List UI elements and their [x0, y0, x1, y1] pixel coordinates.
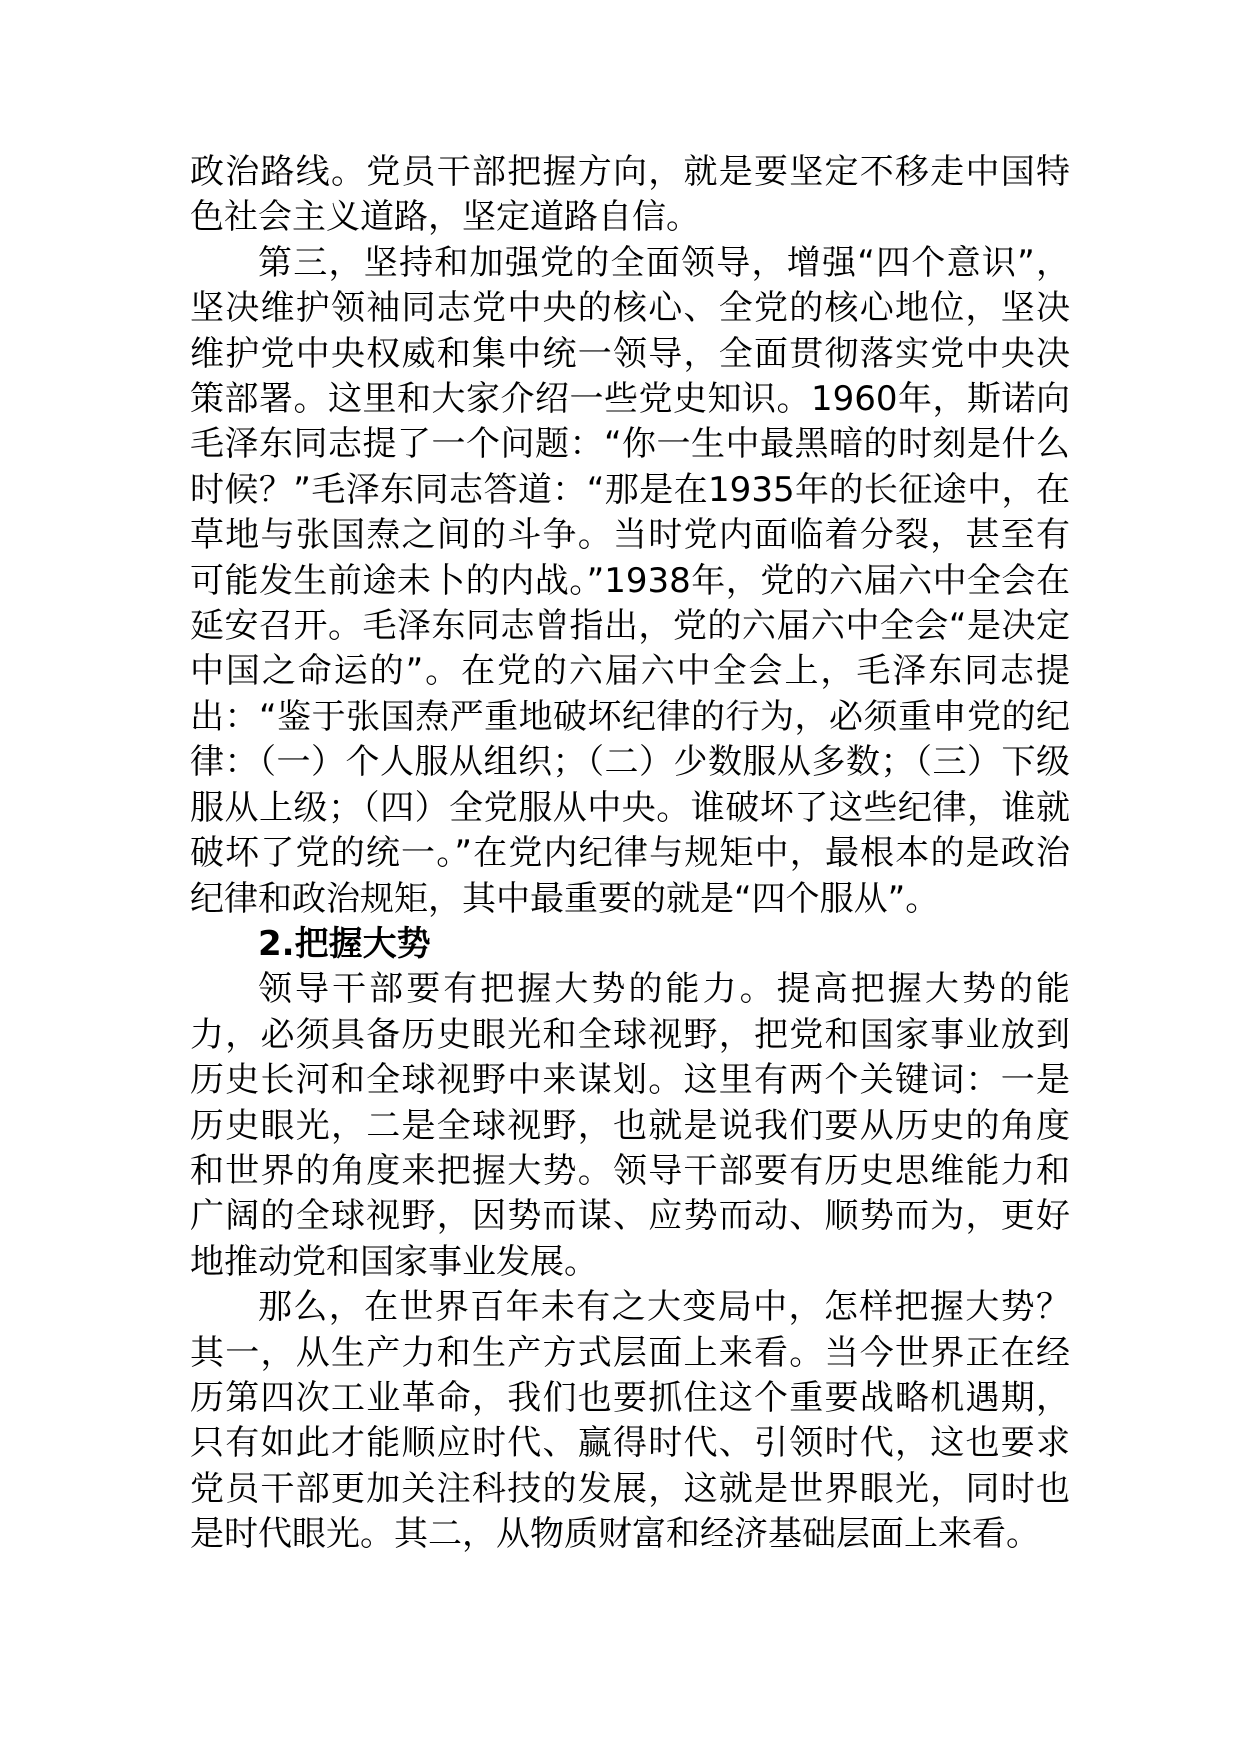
paragraph-grasp-trend-ability: 领导干部要有把握大势的能力。提高把握大势的能力，必须具备历史眼光和全球视野，把党和国家事业放到历史长河和全球视野中来谋划。这里有两个关键词：一是历史眼光，二是全球视野，也就是说我们要从历史的角度和世界的角度来把握大势。领导干部要有历史思维能力和广阔的全球视野，因势而谋、应势而动、顺势而为，更好地推动党和国家事业发展。: [190, 969, 1070, 1282]
document-page: [190, 150, 1070, 1558]
paragraph-political-line: 政治路线。党员干部把握方向，就是要坚定不移走中国特色社会主义道路，坚定道路自信。: [190, 152, 1070, 238]
section-heading-grasp-trend: 2.把握大势: [258, 923, 431, 964]
paragraph-world-changes: 那么，在世界百年未有之大变局中，怎样把握大势？其一，从生产力和生产方式层面上来看。当今世界正在经历第四次工业革命，我们也要抓住这个重要战略机遇期，只有如此才能顺应时代、赢得时代、引领时代，这也要求党员干部更加关注科技的发展，这就是世界眼光，同时也是时代眼光。其二，从物质财富和经济基础层面上来看。: [190, 1287, 1070, 1555]
paragraph-party-leadership: 第三，坚持和加强党的全面领导，增强“四个意识”，坚决维护领袖同志党中央的核心、全党的核心地位，坚决维护党中央权威和集中统一领导，全面贯彻落实党中央决策部署。这里和大家介绍一些党史知识。1960年，斯诺向毛泽东同志提了一个问题：“你一生中最黑暗的时刻是什么时候？”毛泽东同志答道：“那是在1935年的长征途中，在草地与张国焘之间的斗争。当时党内面临着分裂，甚至有可能发生前途未卜的内战。”1938年，党的六届六中全会在延安召开。毛泽东同志曾指出，党的六届六中全会“是决定中国之命运的”。在党的六届六中全会上，毛泽东同志提出：“鉴于张国焘严重地破坏纪律的行为，必须重申党的纪律：（一）个人服从组织；（二）少数服从多数；（三）下级服从上级；（四）全党服从中央。谁破坏了这些纪律，谁就破坏了党的统一。”在党内纪律与规矩中，最根本的是政治纪律和政治规矩，其中最重要的就是“四个服从”。: [190, 242, 1070, 919]
